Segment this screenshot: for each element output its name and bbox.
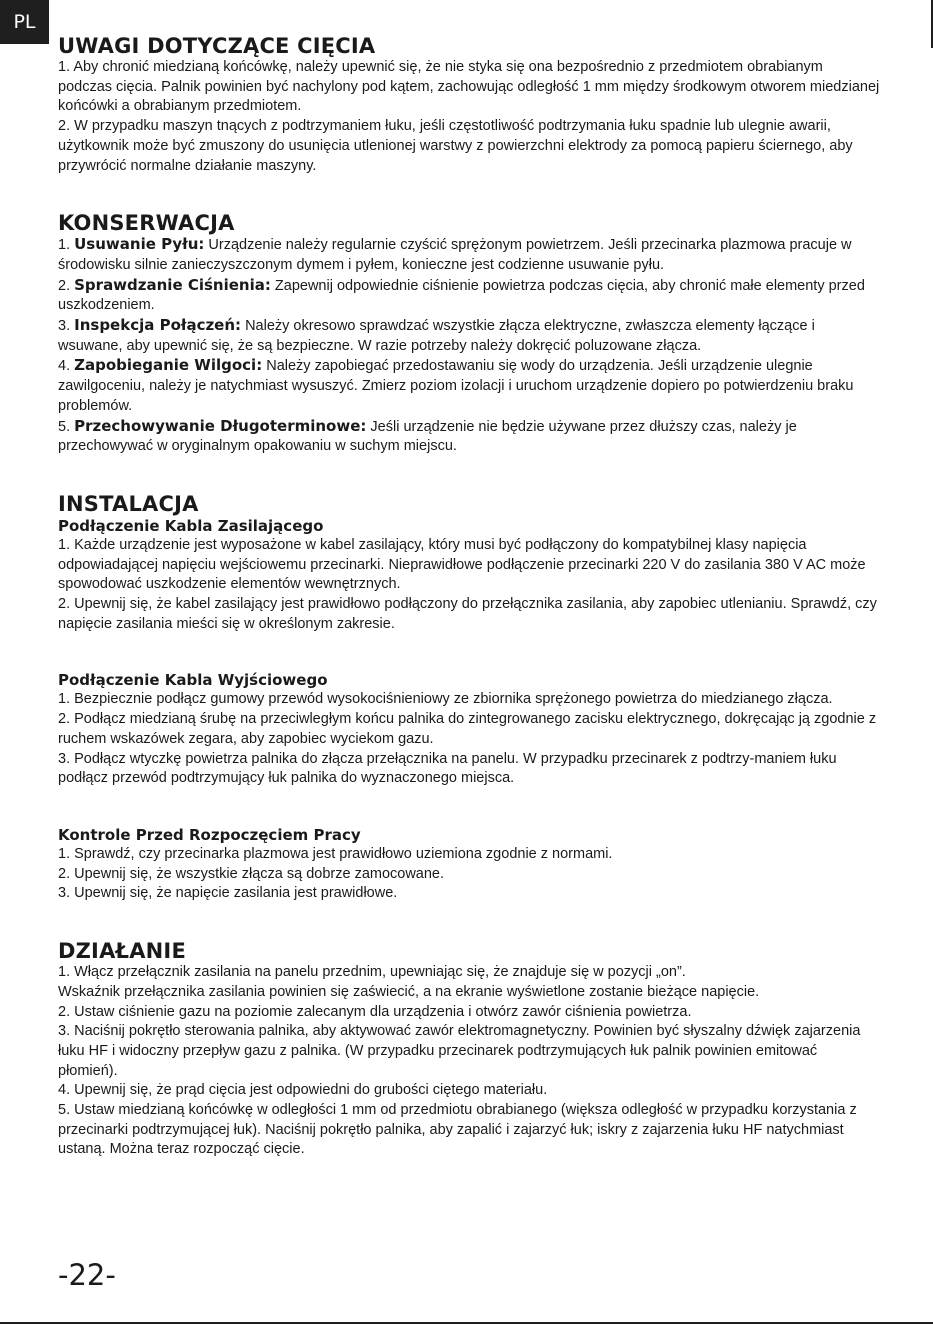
paragraph: 2. Upewnij się, że wszystkie złącza są dobrze zamocowane. bbox=[58, 865, 445, 882]
item-number: 4. bbox=[58, 358, 71, 375]
paragraph: 4. Upewnij się, że prąd cięcia jest odpowiedni do grubości ciętego materiału. bbox=[58, 1082, 548, 1099]
page-content bbox=[58, 34, 880, 1195]
section-maintenance bbox=[58, 211, 880, 457]
subsection-pre-start-checks bbox=[58, 825, 880, 904]
paragraph: 1. Aby chronić miedzianą końcówkę, należy upewnić się, że nie styka się ona bezpośrednio z przedmiotem obrabianym podczas cięcia. Palnik powinien być nachylony pod kątem, zachowując odległość 1 mm między środkowym otworem miedzianej końcówki a obrabianym przedmiotem. bbox=[58, 59, 880, 115]
item-number: 3. bbox=[58, 318, 71, 335]
list-item bbox=[58, 417, 880, 457]
section-title-maintenance: KONSERWACJA bbox=[58, 211, 235, 236]
subsection-title: Podłączenie Kabla Wyjściowego bbox=[58, 671, 328, 690]
page-number: -22- bbox=[58, 1258, 116, 1292]
paragraph: 3. Naciśnij pokrętło sterowania palnika, aby aktywować zawór elektromagnetyczny. Powinien być słyszalny dźwięk zajarzenia łuku HF i widoczny przepływ gazu z palnika. (W przypadku przecinarek podtrzymujących łuk palnik powinien emitować płomień). bbox=[58, 1023, 861, 1079]
section-installation bbox=[58, 492, 880, 904]
item-number: 1. bbox=[58, 237, 71, 254]
item-text: Urządzenie należy regularnie czyścić sprężonym powietrzem. Jeśli przecinarka plazmowa pracuje w środowisku silnie zanieczyszczonym dymem i pyłem, konieczne jest codzienne usuwanie pyłu. bbox=[58, 237, 852, 273]
paragraph: 2. Podłącz miedzianą śrubę na przeciwległym końcu palnika do zintegrowanego zacisku elektrycznego, dokręcając ją zgodnie z ruchem wskazówek zegara, aby zapobiec wyciekom gazu. bbox=[58, 711, 877, 747]
list-item bbox=[58, 235, 880, 275]
paragraph: 1. Bezpiecznie podłącz gumowy przewód wysokociśnieniowy ze zbiornika sprężonego powietrza do miedzianego złącza. bbox=[58, 691, 833, 708]
paragraph: 1. Włącz przełącznik zasilania na panelu przednim, upewniając się, że znajduje się w pozycji „on”. bbox=[58, 964, 686, 981]
item-text: Należy okresowo sprawdzać wszystkie złącza elektryczne, zwłaszcza elementy łączące i wsuwane, aby upewnić się, że są bezpieczne. W razie potrzeby należy dokręcić poluzowane złącza. bbox=[58, 318, 815, 354]
paragraph: 2. Ustaw ciśnienie gazu na poziomie zalecanym dla urządzenia i otwórz zawór ciśnienia powietrza. bbox=[58, 1003, 692, 1020]
list-item bbox=[58, 316, 880, 356]
paragraph: 2. Upewnij się, że kabel zasilający jest prawidłowo podłączony do przełącznika zasilania, aby zapobiec utlenianiu. Sprawdź, czy napięcie zasilania mieści się w określonym zakresie. bbox=[58, 596, 877, 632]
subsection-power-cable bbox=[58, 516, 880, 635]
paragraph: 1. Sprawdź, czy przecinarka plazmowa jest prawidłowo uziemiona zgodnie z normami. bbox=[58, 845, 613, 862]
language-tab: PL bbox=[0, 0, 49, 44]
paragraph: 3. Upewnij się, że napięcie zasilania jest prawidłowe. bbox=[58, 885, 398, 902]
subsection-title: Kontrole Przed Rozpoczęciem Pracy bbox=[58, 825, 361, 844]
item-text: Jeśli urządzenie nie będzie używane przez dłuższy czas, należy je przechowywać w oryginalnym opakowaniu w suchym miejscu. bbox=[58, 418, 797, 455]
paragraph: 2. W przypadku maszyn tnących z podtrzymaniem łuku, jeśli częstotliwość podtrzymania łuku spadnie lub ulegnie awarii, użytkownik może być zmuszony do usunięcia utlenionej warstwy z powierzchni elektrody za pomocą papieru ściernego, aby przywrócić normalne działanie maszyny. bbox=[58, 118, 853, 174]
item-label: Usuwanie Pyłu: bbox=[74, 235, 205, 254]
section-cutting-notes bbox=[58, 34, 880, 176]
subsection-title: Podłączenie Kabla Zasilającego bbox=[58, 516, 324, 535]
item-label: Sprawdzanie Ciśnienia: bbox=[74, 275, 271, 294]
section-title-installation: INSTALACJA bbox=[58, 491, 199, 516]
section-title-operation: DZIAŁANIE bbox=[58, 939, 186, 964]
item-number: 5. bbox=[58, 418, 71, 435]
paragraph: 5. Ustaw miedzianą końcówkę w odległości 1 mm od przedmiotu obrabianego (większa odległość w przypadku korzystania z przecinarki podtrzymującej łuk). Naciśnij pokrętło palnika, aby zapalić i zajarzyć łuk; iskry z zajarzenia łuku HF natychmiast ustaną. Można teraz rozpocząć cięcie. bbox=[58, 1102, 857, 1158]
list-item bbox=[58, 356, 880, 416]
item-text: Należy zapobiegać przedostawaniu się wody do urządzenia. Jeśli urządzenie ulegnie zawilgoceniu, należy je natychmiast wysuszyć. Zmierz poziom izolacji i uruchom urządzenie dopiero po potwierdzeniu braku problemów. bbox=[58, 358, 854, 414]
paragraph: 1. Każde urządzenie jest wyposażone w kabel zasilający, który musi być podłączony do kompatybilnej klasy napięcia odpowiadającej napięciu wejściowemu przecinarki. Nieprawidłowe podłączenie przecinarki 220 V do zasilania 380 V AC może spowodować uszkodzenie elementów wewnętrznych. bbox=[58, 536, 866, 593]
item-label: Inspekcja Połączeń: bbox=[74, 316, 242, 335]
list-item bbox=[58, 276, 880, 316]
item-label: Zapobieganie Wilgoci: bbox=[74, 356, 263, 375]
section-title-cutting-notes: UWAGI DOTYCZĄCE CIĘCIA bbox=[58, 34, 376, 58]
section-operation bbox=[58, 939, 880, 1160]
paragraph: Wskaźnik przełącznika zasilania powinien się zaświecić, a na ekranie wyświetlone zostanie bieżące napięcie. bbox=[58, 983, 760, 1000]
item-number: 2. bbox=[58, 277, 71, 294]
item-label: Przechowywanie Długoterminowe: bbox=[74, 416, 367, 435]
subsection-output-cable bbox=[58, 670, 880, 789]
paragraph: 3. Podłącz wtyczkę powietrza palnika do złącza przełącznika na panelu. W przypadku przecinarek z podtrzy-maniem łuku podłącz przewód podtrzymujący łuk palnika do wyznaczonego miejsca. bbox=[58, 750, 837, 787]
item-text: Zapewnij odpowiednie ciśnienie powietrza podczas cięcia, aby chronić małe elementy przed uszkodzeniem. bbox=[58, 277, 865, 314]
